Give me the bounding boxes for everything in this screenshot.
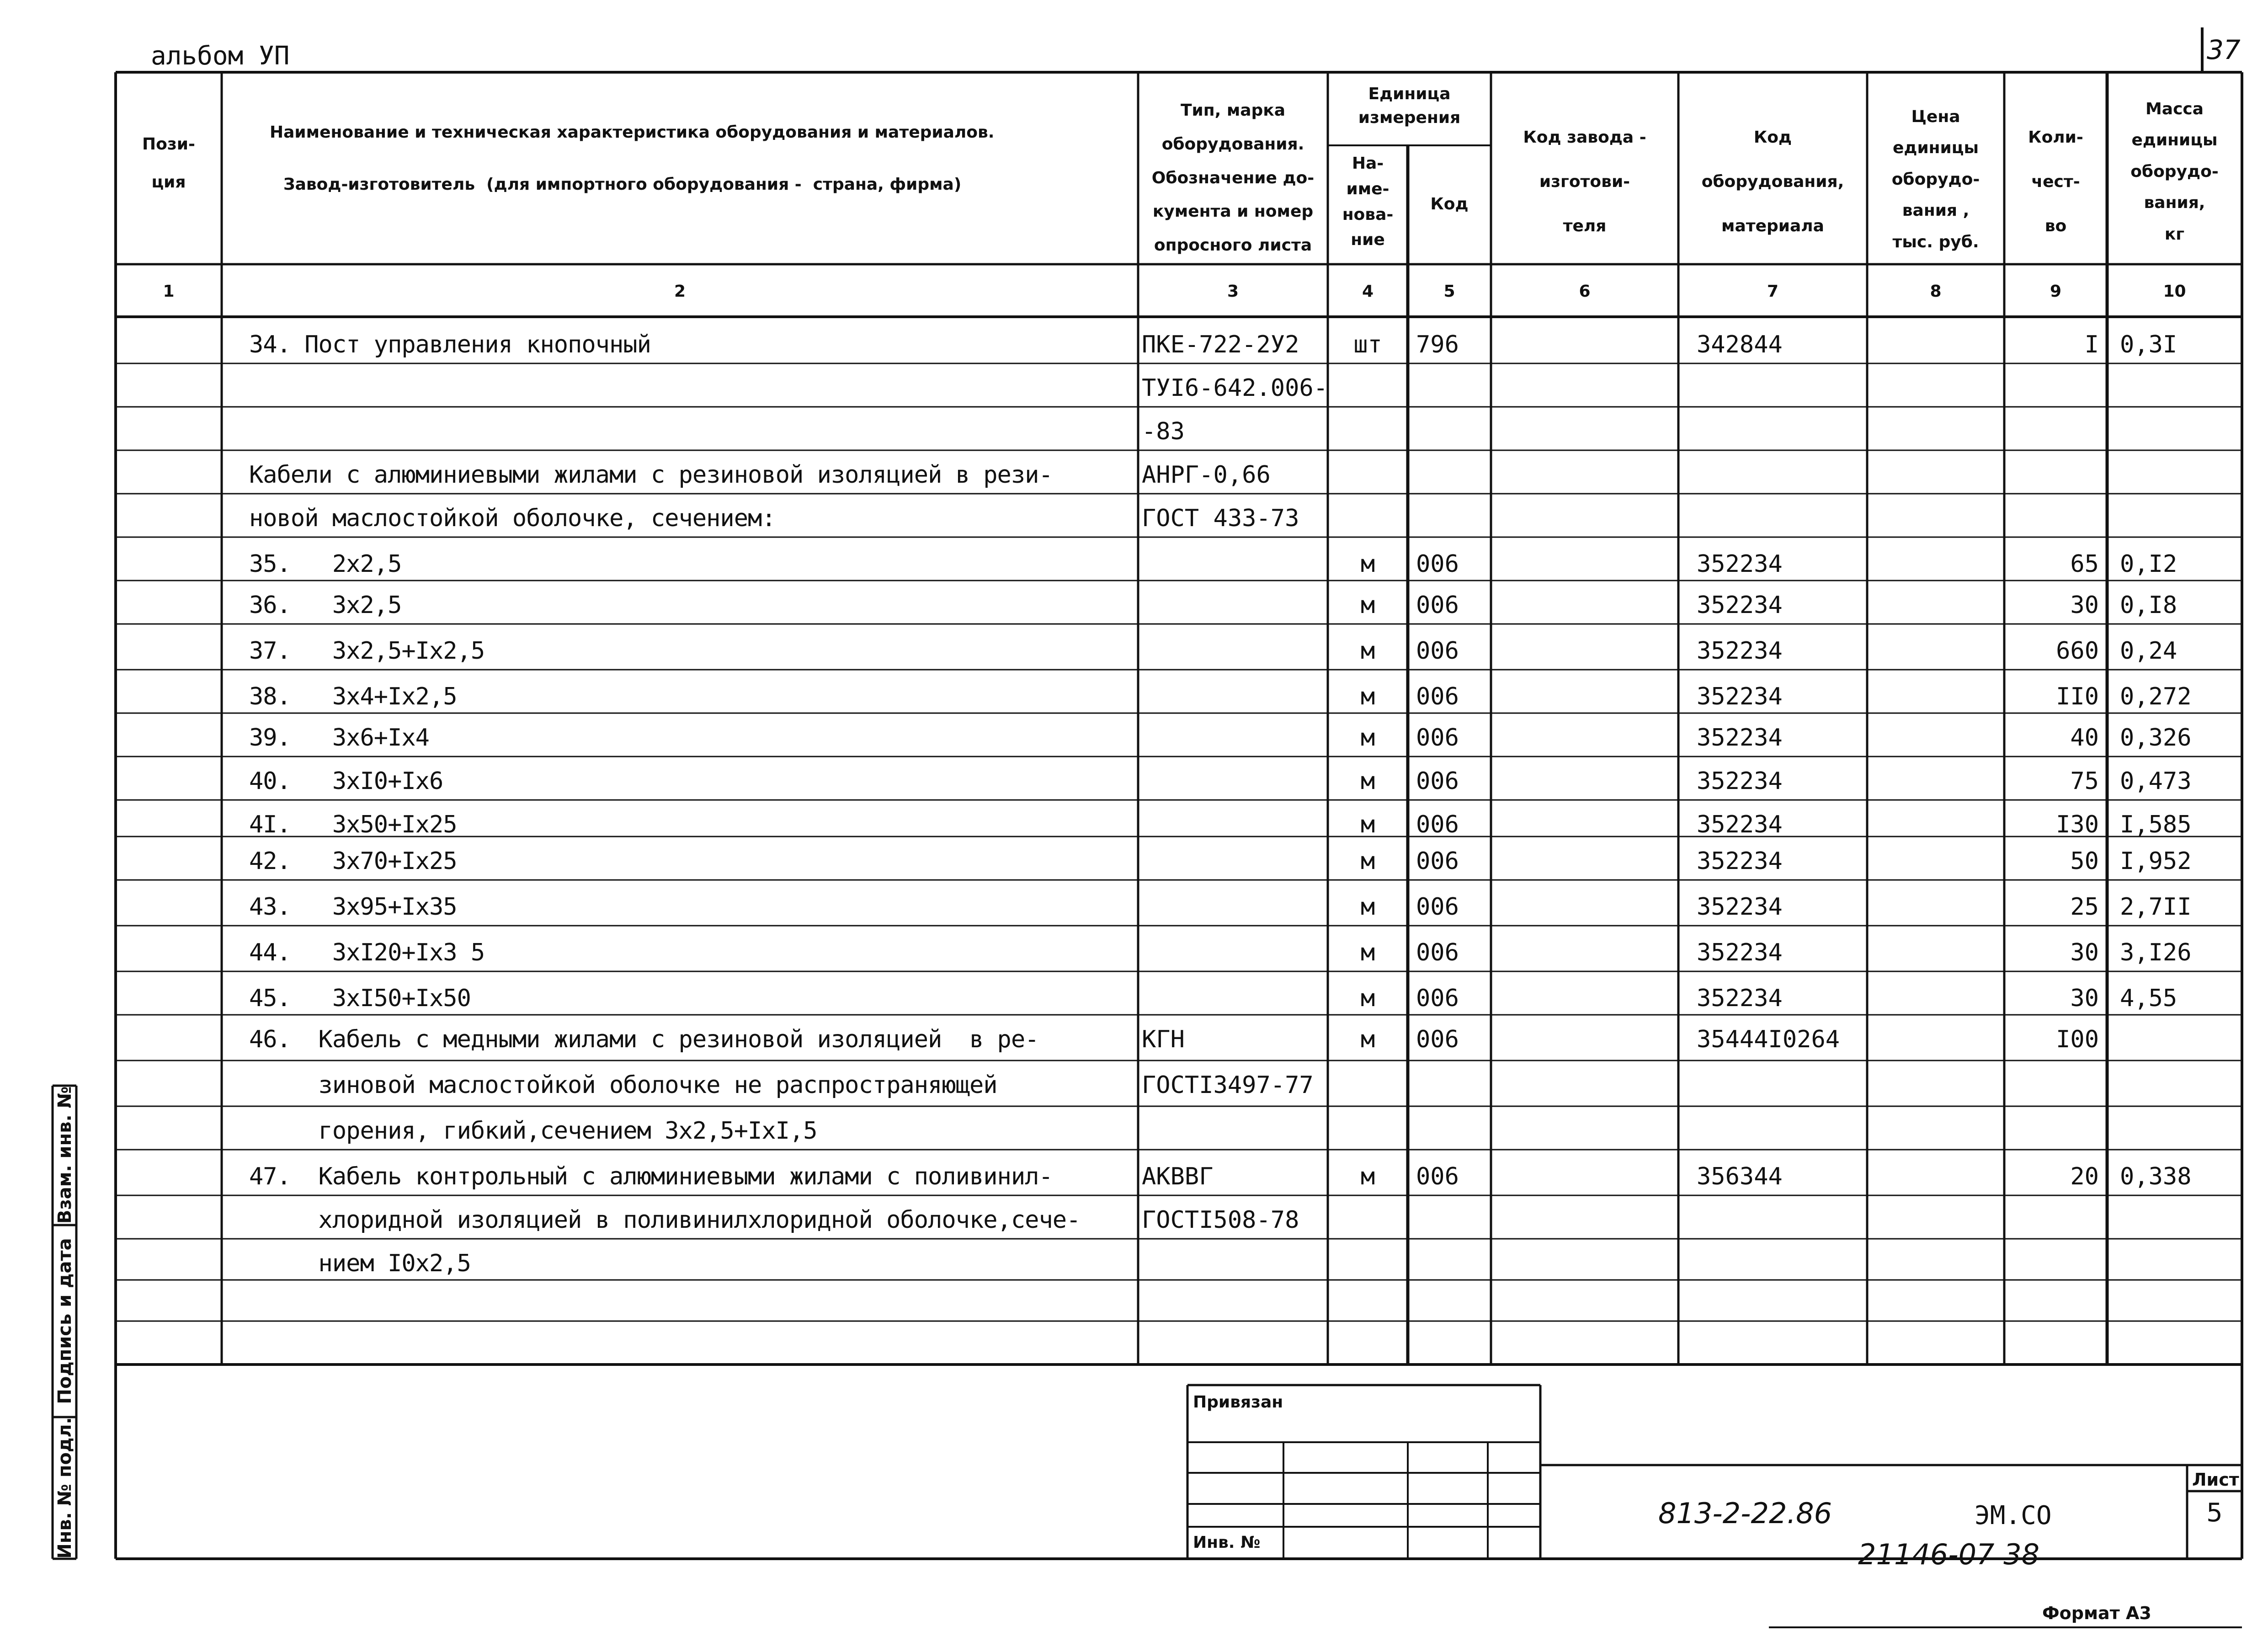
- cell-name: 46. Кабель с медными жилами с резиновой изоляцией в ре-: [249, 1026, 1039, 1053]
- cell-qty: I00: [2056, 1026, 2099, 1053]
- cell-type: ТУI6-642.006-: [1142, 374, 1328, 402]
- cell-qty: 65: [2070, 550, 2099, 578]
- colnum-10: 10: [2163, 282, 2186, 301]
- cell-name: хлоридной изоляцией в поливинилхлоридной оболочке,сече-: [249, 1206, 1081, 1234]
- cell-qty: I30: [2056, 811, 2099, 838]
- cell-qty: II0: [2056, 683, 2099, 710]
- colnum-1: 1: [163, 282, 175, 301]
- colnum-4: 4: [1362, 282, 1374, 301]
- cell-material-code: 352234: [1697, 847, 1783, 875]
- cell-unit: м: [1360, 847, 1375, 875]
- cell-name: 37. 3х2,5+Iх2,5: [249, 637, 485, 665]
- cell-qty: 30: [2070, 592, 2099, 619]
- side-label-podpis: Подпись и дата: [54, 1238, 75, 1404]
- cell-material-code: 352234: [1697, 550, 1783, 578]
- colnum-9: 9: [2050, 282, 2062, 301]
- header-type: Тип, марка оборудования. Обозначение до- кумента и номер опросного листа: [1151, 101, 1315, 255]
- cell-material-code: 352234: [1697, 768, 1783, 795]
- cell-mass: 0,I8: [2120, 592, 2177, 619]
- cell-type: ГОСТI3497-77: [1142, 1071, 1314, 1099]
- colnum-5: 5: [1443, 282, 1455, 301]
- cell-unit: м: [1360, 592, 1375, 619]
- cell-code: 006: [1416, 847, 1459, 875]
- cell-unit: м: [1360, 1026, 1375, 1053]
- cell-mass: 0,3I: [2120, 331, 2177, 358]
- cell-name: 45. 3хI50+Iх50: [249, 985, 471, 1012]
- header-name-line1: Наименование и техническая характеристика оборудования и материалов.: [270, 123, 995, 142]
- cell-mass: I,585: [2120, 811, 2192, 838]
- cell-qty: 40: [2070, 724, 2099, 752]
- cell-code: 006: [1416, 893, 1459, 921]
- cell-name: Кабели с алюминиевыми жилами с резиновой изоляцией в рези-: [249, 461, 1053, 489]
- cell-mass: 0,473: [2120, 768, 2192, 795]
- cell-material-code: 352234: [1697, 724, 1783, 752]
- stamp-doc-mark: ЭМ.СО: [1975, 1501, 2052, 1530]
- cell-material-code: 352234: [1697, 637, 1783, 665]
- header-quantity: Коли- чест- во: [2028, 128, 2083, 236]
- cell-qty: 20: [2070, 1163, 2099, 1190]
- cell-name: зиновой маслостойкой оболочке не распространяющей: [249, 1071, 997, 1099]
- stamp-archive-number: 21146-07 38: [1858, 1538, 2040, 1571]
- cell-name: 38. 3х4+Iх2,5: [249, 683, 457, 710]
- cell-unit: м: [1360, 1163, 1375, 1190]
- colnum-8: 8: [1930, 282, 1942, 301]
- album-label: альбом УП: [151, 41, 290, 71]
- cell-code: 006: [1416, 768, 1459, 795]
- cell-name: 44. 3хI20+Iх3 5: [249, 939, 485, 966]
- cell-qty: 30: [2070, 939, 2099, 966]
- cell-code: 006: [1416, 985, 1459, 1012]
- cell-code: 006: [1416, 637, 1459, 665]
- header-unit-code: Код: [1430, 195, 1469, 213]
- cell-code: 006: [1416, 1026, 1459, 1053]
- cell-mass: 0,I2: [2120, 550, 2177, 578]
- cell-type: -83: [1142, 418, 1185, 445]
- cell-code: 006: [1416, 724, 1459, 752]
- colnum-2: 2: [674, 282, 686, 301]
- header-unit-name: На- име- нова- ние: [1342, 154, 1394, 250]
- header-mass: Масса единицы оборудо- вания, кг: [2130, 100, 2219, 244]
- cell-mass: I,952: [2120, 847, 2192, 875]
- cell-code: 006: [1416, 592, 1459, 619]
- cell-mass: 0,338: [2120, 1163, 2192, 1190]
- cell-unit: м: [1360, 811, 1375, 838]
- cell-unit: м: [1360, 893, 1375, 921]
- cell-qty: 25: [2070, 893, 2099, 921]
- cell-type: КГН: [1142, 1026, 1185, 1053]
- stamp-sheet-number: 5: [2206, 1498, 2223, 1528]
- cell-type: ГОСТ 433-73: [1142, 505, 1299, 532]
- stamp-sheet-label: Лист: [2192, 1470, 2239, 1490]
- cell-name: 4I. 3х50+Iх25: [249, 811, 457, 838]
- side-label-inv-podl: Инв. № подл.: [54, 1417, 75, 1559]
- cell-material-code: 35444I0264: [1697, 1026, 1840, 1053]
- cell-material-code: 352234: [1697, 811, 1783, 838]
- cell-unit: м: [1360, 637, 1375, 665]
- cell-material-code: 352234: [1697, 985, 1783, 1012]
- cell-type: ГОСТI508-78: [1142, 1206, 1299, 1234]
- stamp-inv-no: Инв. №: [1193, 1533, 1261, 1552]
- cell-name: 43. 3х95+Iх35: [249, 893, 457, 921]
- cell-name: 35. 2х2,5: [249, 550, 402, 578]
- cell-code: 006: [1416, 683, 1459, 710]
- cell-material-code: 356344: [1697, 1163, 1783, 1190]
- stamp-doc-code: 813-2-22.86: [1658, 1497, 1832, 1530]
- header-name-line2: Завод-изготовитель (для импортного оборудования - страна, фирма): [283, 175, 962, 194]
- header-factory-code: Код завода - изготови- теля: [1523, 128, 1646, 236]
- side-label-vzam: Взам. инв. №: [54, 1086, 75, 1224]
- cell-mass: 3,I26: [2120, 939, 2192, 966]
- header-position: Пози- ция: [142, 135, 195, 192]
- cell-mass: 4,55: [2120, 985, 2177, 1012]
- cell-qty: 30: [2070, 985, 2099, 1012]
- cell-material-code: 342844: [1697, 331, 1783, 358]
- cell-name: нием I0х2,5: [249, 1250, 471, 1277]
- cell-unit: м: [1360, 939, 1375, 966]
- cell-type: ПКЕ-722-2У2: [1142, 331, 1299, 358]
- cell-material-code: 352234: [1697, 592, 1783, 619]
- cell-type: АКВВГ: [1142, 1163, 1214, 1190]
- cell-unit: м: [1360, 985, 1375, 1012]
- header-material-code: Код оборудования, материала: [1701, 128, 1844, 236]
- cell-name: 34. Пост управления кнопочный: [249, 331, 651, 358]
- colnum-3: 3: [1227, 282, 1239, 301]
- cell-name: 36. 3х2,5: [249, 592, 402, 619]
- cell-mass: 0,24: [2120, 637, 2177, 665]
- colnum-7: 7: [1767, 282, 1779, 301]
- cell-name: 40. 3хI0+Iх6: [249, 768, 443, 795]
- cell-unit: шт: [1353, 331, 1382, 358]
- cell-name: 42. 3х70+Iх25: [249, 847, 457, 875]
- cell-mass: 0,326: [2120, 724, 2192, 752]
- colnum-6: 6: [1579, 282, 1591, 301]
- cell-code: 006: [1416, 1163, 1459, 1190]
- cell-name: 47. Кабель контрольный с алюминиевыми жилами с поливинил-: [249, 1163, 1053, 1190]
- cell-type: АНРГ-0,66: [1142, 461, 1271, 489]
- cell-code: 006: [1416, 939, 1459, 966]
- cell-qty: 660: [2056, 637, 2099, 665]
- page-number-top: 37: [2207, 34, 2241, 65]
- cell-code: 796: [1416, 331, 1459, 358]
- cell-mass: 0,272: [2120, 683, 2192, 710]
- cell-mass: 2,7II: [2120, 893, 2192, 921]
- cell-name: горения, гибкий,сечением 3х2,5+IхI,5: [249, 1117, 817, 1145]
- cell-material-code: 352234: [1697, 939, 1783, 966]
- cell-unit: м: [1360, 550, 1375, 578]
- cell-qty: I: [2084, 331, 2099, 358]
- cell-unit: м: [1360, 683, 1375, 710]
- cell-code: 006: [1416, 811, 1459, 838]
- cell-qty: 50: [2070, 847, 2099, 875]
- cell-material-code: 352234: [1697, 893, 1783, 921]
- cell-material-code: 352234: [1697, 683, 1783, 710]
- header-price: Цена единицы оборудо- вания , тыс. руб.: [1891, 107, 1980, 251]
- cell-name: 39. 3х6+Iх4: [249, 724, 429, 752]
- cell-code: 006: [1416, 550, 1459, 578]
- header-unit-group: Единица измерения: [1358, 85, 1461, 128]
- cell-unit: м: [1360, 724, 1375, 752]
- cell-qty: 75: [2070, 768, 2099, 795]
- stamp-privyazan: Привязан: [1193, 1393, 1283, 1412]
- cell-unit: м: [1360, 768, 1375, 795]
- stamp-format: Формат А3: [2042, 1603, 2151, 1623]
- cell-name: новой маслостойкой оболочке, сечением:: [249, 505, 776, 532]
